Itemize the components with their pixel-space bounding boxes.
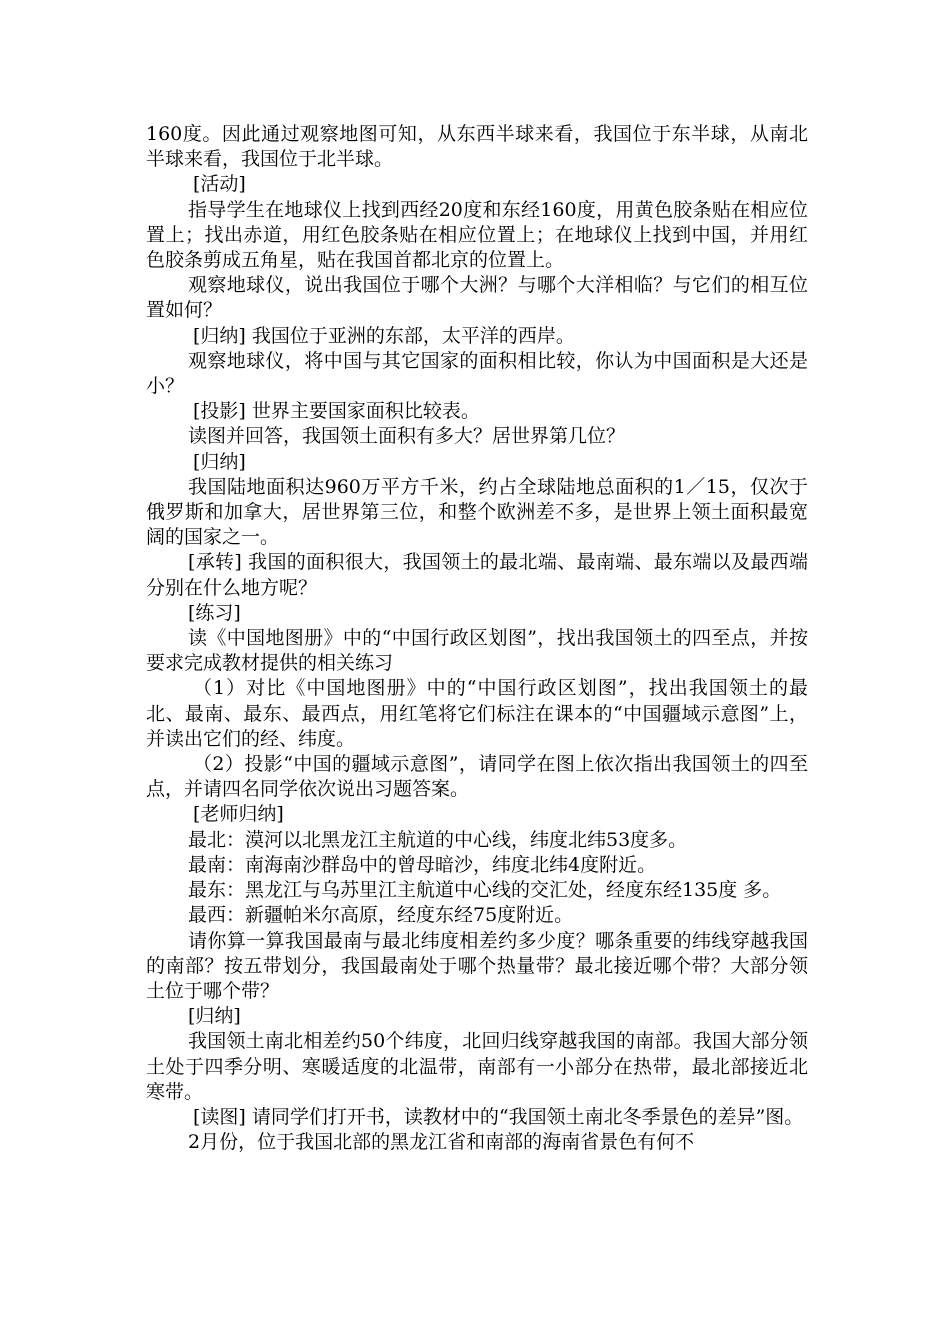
paragraph-summary-location: [归纳] 我国位于亚洲的东部，太平洋的西岸。 [193,324,575,347]
paragraph-area-answer: 我国陆地面积达960万平方千米，约占全球陆地总面积的1／15，仅次于俄罗斯和加拿大，居世界第三位，和整个欧洲差不多，是世界上领土面积最宽阔的国家之一。 [146,475,808,549]
document-body [146,122,808,1155]
paragraph-read-map: [读图] 请同学们打开书，读教材中的“我国领土南北冬季景色的差异”图。 [193,1105,804,1128]
label-summary-2: [归纳] [188,1005,241,1028]
paragraph-transition: [承转] 我国的面积很大，我国领土的最北端、最南端、最东端以及最西端分别在什么地方呢？ [146,551,808,599]
paragraph-exercise-1: （1）对比《中国地图册》中的“中国行政区划图”，找出我国领土的最北、最南、最东、最西点，用红笔将它们标注在课本的“中国疆域示意图”上，并读出它们的经、纬度。 [146,677,808,750]
label-activity: [活动] [193,173,246,196]
paragraph-projection-table: [投影] 世界主要国家面积比较表。 [193,400,480,423]
paragraph-exercise-2: （2）投影“中国的疆域示意图”，请同学在图上依次指出我国领土的四至点，并请四名同学依次说出习题答案。 [146,753,808,801]
label-teacher-summary: [老师归纳] [193,803,284,826]
paragraph-westmost: 最西：新疆帕米尔高原，经度东经75度附近。 [188,904,574,927]
paragraph-exercise-intro: 读《中国地图册》中的“中国行政区划图”，找出我国领土的四至点，并按要求完成教材提供的相关练习 [146,627,808,675]
paragraph-latitude-question: 请你算一算我国最南与最北纬度相差约多少度？哪条重要的纬线穿越我国的南部？按五带划分，我国最南处于哪个热量带？最北接近哪个带？大部分领土位于哪个带？ [146,929,808,1002]
label-exercise: [练习] [188,601,241,624]
paragraph-area-rank-question: 读图并回答，我国领土面积有多大？居世界第几位？ [188,425,626,448]
paragraph-area-question: 观察地球仪，将中国与其它国家的面积相比较，你认为中国面积是大还是小？ [146,349,808,398]
paragraph-hemisphere-summary: 160度。因此通过观察地图可知，从东西半球来看，我国位于东半球，从南北半球来看，我国位于北半球。 [146,123,808,171]
paragraph-northmost: 最北：漠河以北黑龙江主航道的中心线，纬度北纬53度多。 [188,828,688,851]
label-summary: [归纳] [193,450,246,473]
paragraph-southmost: 最南：南海南沙群岛中的曾母暗沙，纬度北纬4度附近。 [188,853,657,876]
paragraph-latitude-answer: 我国领土南北相差约50个纬度，北回归线穿越我国的南部。我国大部分领土处于四季分明、寒暖适度的北温带，南部有一小部分在热带，最北部接近北寒带。 [146,1030,808,1103]
paragraph-continent-question: 观察地球仪，说出我国位于哪个大洲？与哪个大洋相临？与它们的相互位置如何？ [146,274,808,322]
paragraph-february: 2月份，位于我国北部的黑龙江省和南部的海南省景色有何不 [188,1131,695,1154]
paragraph-eastmost: 最东：黑龙江与乌苏里江主航道中心线的交汇处，经度东经135度 多。 [188,879,782,902]
paragraph-globe-activity: 指导学生在地球仪上找到西经20度和东经160度，用黄色胶条贴在相应位置上；找出赤道，用红色胶条贴在相应位置上；在地球仪上找到中国，并用红色胶条剪成五角星，贴在我国首都北京的位置上。 [146,198,808,272]
